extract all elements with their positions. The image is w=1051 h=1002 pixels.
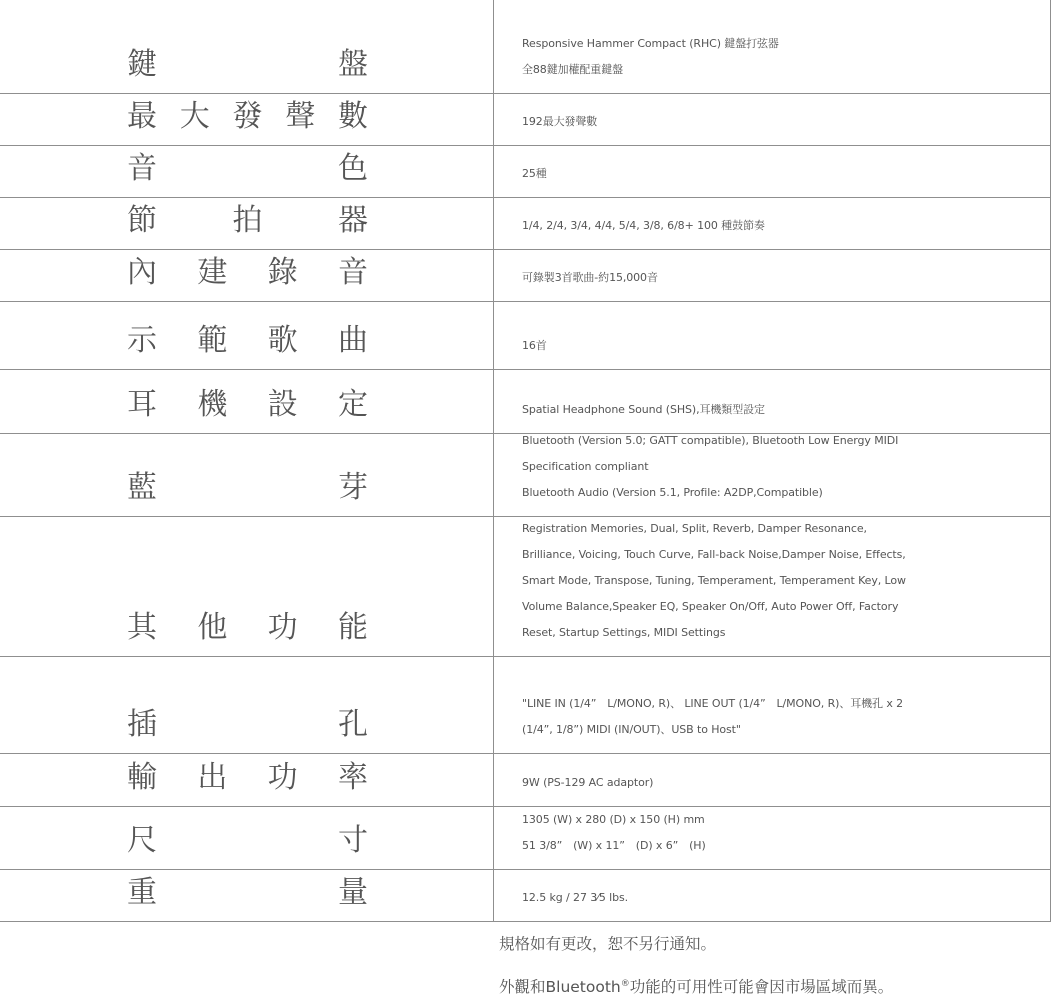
spec-label-cell xyxy=(0,807,494,869)
spec-value-line: 1305 (W) x 280 (D) x 150 (H) mm xyxy=(522,813,705,826)
spec-label-char: 機 xyxy=(197,387,228,422)
spec-label-char: 數 xyxy=(338,99,368,134)
spec-label-cell xyxy=(0,870,494,921)
spec-value-line: 25種 xyxy=(522,167,547,180)
spec-label xyxy=(127,387,368,423)
spec-row xyxy=(0,0,1051,94)
registered-mark: ® xyxy=(620,979,630,989)
spec-label-char: 耳 xyxy=(127,387,157,422)
spec-value-line: 192最大發聲數 xyxy=(522,115,598,128)
spec-label-char: 內 xyxy=(127,255,157,290)
spec-value xyxy=(522,161,1045,187)
spec-value-line: 51 3/8” (W) x 11” (D) x 6” (H) xyxy=(522,839,706,852)
spec-label-cell xyxy=(0,198,494,249)
spec-row xyxy=(0,870,1051,922)
spec-label-char: 寸 xyxy=(338,823,368,858)
note-spec-change: 規格如有更改，恕不另行通知。 xyxy=(499,935,717,953)
spec-label xyxy=(127,323,368,359)
spec-value-line: 9W (PS-129 AC adaptor) xyxy=(522,776,654,789)
spec-row xyxy=(0,657,1051,754)
spec-value xyxy=(522,31,1045,83)
spec-label-char: 大 xyxy=(179,99,210,134)
spec-label-char: 他 xyxy=(197,610,228,645)
spec-value xyxy=(522,265,1045,291)
spec-row xyxy=(0,302,1051,370)
spec-label-char: 聲 xyxy=(285,99,316,134)
spec-label-char: 率 xyxy=(337,760,368,795)
spec-label-cell xyxy=(0,302,494,369)
spec-label xyxy=(127,255,368,291)
note-bluetooth-before: 外觀和Bluetooth xyxy=(499,978,621,996)
spec-value-line: Responsive Hammer Compact (RHC) 鍵盤打弦器 xyxy=(522,37,779,50)
spec-row xyxy=(0,370,1051,434)
note-bluetooth-availability xyxy=(499,974,1039,994)
spec-value-line: Spatial Headphone Sound (SHS),耳機類型設定 xyxy=(522,403,765,416)
spec-value-line: Bluetooth (Version 5.0; GATT compatible), Bluetooth Low Energy MIDI xyxy=(522,434,899,447)
spec-value-line: (1/4”, 1/8”) MIDI (IN/OUT)、USB to Host" xyxy=(522,723,741,736)
spec-label-char: 插 xyxy=(127,707,157,742)
spec-value xyxy=(522,333,1045,359)
spec-value xyxy=(522,807,1045,859)
spec-value xyxy=(522,213,1045,239)
note-bluetooth-after: 功能的可用性可能會因市場區域而異。 xyxy=(629,978,894,996)
spec-row xyxy=(0,754,1051,807)
spec-label-char: 出 xyxy=(197,760,228,795)
notes xyxy=(499,934,1039,994)
spec-label-cell xyxy=(0,94,494,145)
spec-value xyxy=(522,397,1045,423)
spec-label-char: 輸 xyxy=(127,760,157,795)
spec-label-cell xyxy=(0,517,494,656)
spec-value xyxy=(522,885,1045,911)
spec-label xyxy=(127,760,368,796)
spec-value-line: Specification compliant xyxy=(522,460,649,473)
spec-value xyxy=(522,428,1045,506)
spec-row xyxy=(0,250,1051,302)
spec-value-line: Reset, Startup Settings, MIDI Settings xyxy=(522,626,726,639)
spec-label-char: 拍 xyxy=(232,203,263,238)
spec-label-char: 盤 xyxy=(338,47,368,82)
spec-value xyxy=(522,770,1045,796)
spec-label-char: 藍 xyxy=(127,470,157,505)
spec-value-line: 可錄製3首歌曲-約15,000音 xyxy=(522,271,658,284)
spec-label-char: 曲 xyxy=(337,323,368,358)
spec-label-cell xyxy=(0,250,494,301)
spec-value-line: 全88鍵加權配重鍵盤 xyxy=(522,63,623,76)
spec-label xyxy=(127,151,368,187)
spec-label-char: 設 xyxy=(267,387,298,422)
spec-label-cell xyxy=(0,434,494,516)
spec-label-char: 功 xyxy=(267,610,298,645)
spec-value-line: Volume Balance,Speaker EQ, Speaker On/Off, Auto Power Off, Factory xyxy=(522,600,899,613)
spec-label-char: 尺 xyxy=(127,823,157,858)
spec-row xyxy=(0,146,1051,198)
spec-label-char: 量 xyxy=(338,875,368,910)
spec-label xyxy=(127,99,368,135)
spec-value-line: "LINE IN (1/4” L/MONO, R)、 LINE OUT (1/4” L/MONO, R)、耳機孔 x 2 xyxy=(522,697,904,710)
spec-label-char: 功 xyxy=(267,760,298,795)
spec-row xyxy=(0,198,1051,250)
spec-label-char: 示 xyxy=(127,323,157,358)
spec-row xyxy=(0,517,1051,657)
spec-label-char: 鍵 xyxy=(127,47,157,82)
spec-label-char: 能 xyxy=(337,610,368,645)
spec-label-char: 芽 xyxy=(338,470,368,505)
spec-label xyxy=(127,203,368,239)
spec-label-char: 最 xyxy=(127,99,157,134)
spec-label-char: 音 xyxy=(337,255,368,290)
spec-label-char: 錄 xyxy=(267,255,298,290)
spec-value-line: 1/4, 2/4, 3/4, 4/4, 5/4, 3/8, 6/8+ 100 種鼓節奏 xyxy=(522,219,765,232)
spec-label xyxy=(127,610,368,646)
spec-label-char: 器 xyxy=(338,203,368,238)
spec-label-char: 重 xyxy=(127,875,157,910)
spec-value-line: Registration Memories, Dual, Split, Reverb, Damper Resonance, xyxy=(522,522,867,535)
spec-label-cell xyxy=(0,370,494,433)
spec-value-line: Bluetooth Audio (Version 5.1, Profile: A2DP,Compatible) xyxy=(522,486,823,499)
spec-label-char: 音 xyxy=(127,151,157,186)
spec-label-cell xyxy=(0,0,494,93)
spec-label-char: 定 xyxy=(337,387,368,422)
spec-label xyxy=(127,707,368,743)
spec-label-char: 其 xyxy=(127,610,157,645)
spec-value-line: Brilliance, Voicing, Touch Curve, Fall-back Noise,Damper Noise, Effects, xyxy=(522,548,906,561)
spec-value xyxy=(522,516,1045,646)
spec-label-cell xyxy=(0,754,494,806)
spec-value xyxy=(522,109,1045,135)
spec-value-line: 16首 xyxy=(522,339,547,352)
spec-label xyxy=(127,47,368,83)
spec-label-char: 色 xyxy=(338,151,368,186)
spec-label-char: 建 xyxy=(197,255,228,290)
spec-label-char: 孔 xyxy=(338,707,368,742)
spec-label-char: 節 xyxy=(127,203,157,238)
spec-row xyxy=(0,434,1051,517)
spec-value xyxy=(522,691,1045,743)
spec-value-line: 12.5 kg / 27 3⁄5 lbs. xyxy=(522,891,629,904)
spec-row xyxy=(0,807,1051,870)
spec-value-line: Smart Mode, Transpose, Tuning, Temperament, Temperament Key, Low xyxy=(522,574,906,587)
spec-label xyxy=(127,875,368,911)
spec-row xyxy=(0,94,1051,146)
spec-label-cell xyxy=(0,657,494,753)
spec-label xyxy=(127,470,368,506)
spec-label-char: 歌 xyxy=(267,323,298,358)
spec-label-char: 範 xyxy=(197,323,228,358)
spec-label xyxy=(127,823,368,859)
spec-label-cell xyxy=(0,146,494,197)
spec-label-char: 發 xyxy=(232,99,263,134)
